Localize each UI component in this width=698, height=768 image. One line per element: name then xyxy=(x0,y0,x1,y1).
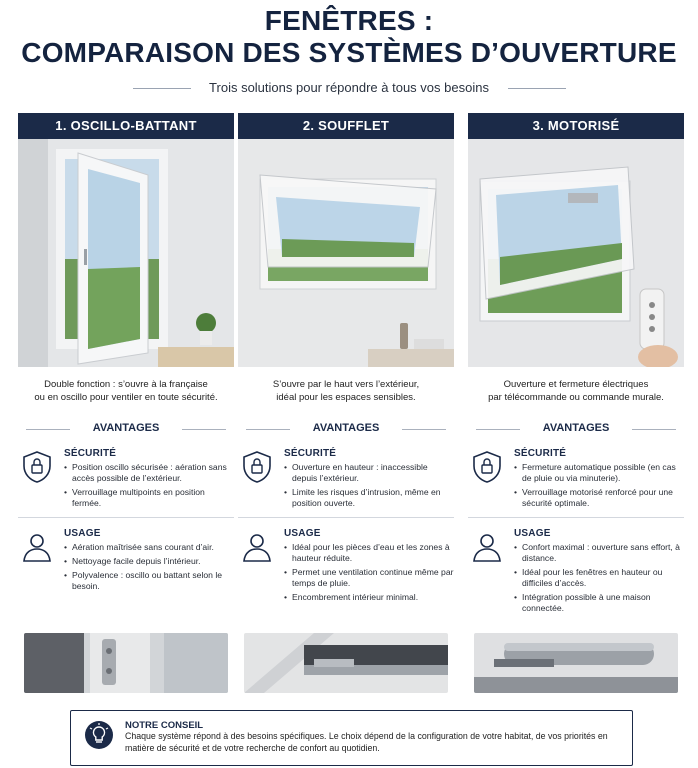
avantages-label: AVANTAGES xyxy=(312,422,380,434)
user-icon xyxy=(470,530,504,564)
advice-box xyxy=(70,710,633,766)
security-section xyxy=(238,448,454,509)
security-item: • Ouverture en hauteur : inaccessible depuis l’extérieur. xyxy=(284,462,454,484)
avantages-label: AVANTAGES xyxy=(92,422,160,434)
usage-title: USAGE xyxy=(284,528,321,539)
shield-lock-icon xyxy=(240,450,274,484)
security-title: SÉCURITÉ xyxy=(514,448,567,459)
detail-photo-motor xyxy=(474,633,678,693)
column-title: 2. SOUFFLET xyxy=(238,113,454,139)
desc-line: S’ouvre par le haut vers l’extérieur, xyxy=(272,379,420,390)
usage-item: • Encombrement intérieur minimal. xyxy=(284,592,454,603)
avantages-heading xyxy=(238,422,454,442)
user-icon xyxy=(240,530,274,564)
rule xyxy=(26,429,70,430)
security-section xyxy=(468,448,684,509)
usage-section xyxy=(468,528,684,614)
divider xyxy=(18,517,234,518)
photo-oscillo-battant xyxy=(18,139,234,367)
usage-item: • Permet une ventilation continue même par temps de pluie. xyxy=(284,567,454,589)
photo-motorise xyxy=(468,139,684,367)
page-title-line1: FENÊTRES : xyxy=(264,5,434,36)
column-description xyxy=(18,367,234,422)
rule xyxy=(182,429,226,430)
desc-line: Double fonction : s’ouvre à la française xyxy=(44,379,208,390)
security-title: SÉCURITÉ xyxy=(284,448,337,459)
usage-item: • Confort maximal : ouverture sans effort, à distance. xyxy=(514,542,684,564)
avantages-heading xyxy=(468,422,684,442)
divider xyxy=(468,517,684,518)
usage-section xyxy=(18,528,234,592)
usage-item: • Idéal pour les fenêtres en hauteur ou difficiles d’accès. xyxy=(514,567,684,589)
usage-item: • Nettoyage facile depuis l’intérieur. xyxy=(64,556,234,567)
divider xyxy=(238,517,454,518)
security-item: • Fermeture automatique possible (en cas de pluie ou via minuterie). xyxy=(514,462,684,484)
rule xyxy=(402,429,446,430)
page-subtitle: Trois solutions pour répondre à tous vos besoins xyxy=(209,80,489,95)
shield-lock-icon xyxy=(20,450,54,484)
advice-text: Chaque système répond à des besoins spécifiques. Le choix dépend de la configuration de votre habitat, de vos priorités en matière de sécurité et de votre recherche de confort au quotidien. xyxy=(125,731,608,753)
column-title: 1. OSCILLO-BATTANT xyxy=(18,113,234,139)
avantages-heading xyxy=(18,422,234,442)
desc-line: idéal pour les espaces sensibles. xyxy=(276,392,416,403)
column-description xyxy=(238,367,454,422)
photo-soufflet xyxy=(238,139,454,367)
rule xyxy=(246,429,290,430)
detail-photo-hardware xyxy=(24,633,228,693)
column-soufflet xyxy=(238,113,454,694)
usage-item: • Polyvalence : oscillo ou battant selon le besoin. xyxy=(64,570,234,592)
subtitle-rule-right xyxy=(508,88,566,89)
security-item: • Limite les risques d’intrusion, même en position ouverte. xyxy=(284,487,454,509)
security-item: • Verrouillage motorisé renforcé pour une sécurité optimale. xyxy=(514,487,684,509)
usage-section xyxy=(238,528,454,603)
usage-title: USAGE xyxy=(64,528,101,539)
column-oscillo-battant xyxy=(18,113,234,694)
desc-line: ou en oscillo pour ventiler en toute sécurité. xyxy=(34,392,218,403)
security-section xyxy=(18,448,234,509)
desc-line: par télécommande ou commande murale. xyxy=(488,392,664,403)
usage-title: USAGE xyxy=(514,528,551,539)
column-motorise xyxy=(468,113,684,694)
usage-item: • Intégration possible à une maison connectée. xyxy=(514,592,684,614)
page-title-line2: COMPARAISON DES SYSTÈMES D’OUVERTURE xyxy=(21,37,677,68)
security-item: • Position oscillo sécurisée : aération sans accès possible de l’extérieur. xyxy=(64,462,234,484)
usage-item: • Idéal pour les pièces d’eau et les zones à hauteur réduite. xyxy=(284,542,454,564)
lightbulb-icon xyxy=(85,721,113,749)
user-icon xyxy=(20,530,54,564)
security-item: • Verrouillage multipoints en position fermée. xyxy=(64,487,234,509)
usage-item: • Aération maîtrisée sans courant d’air. xyxy=(64,542,234,553)
shield-lock-icon xyxy=(470,450,504,484)
rule xyxy=(632,429,676,430)
detail-photo-hinge xyxy=(244,633,448,693)
rule xyxy=(476,429,520,430)
advice-title: NOTRE CONSEIL xyxy=(125,720,204,731)
avantages-label: AVANTAGES xyxy=(542,422,610,434)
column-title: 3. MOTORISÉ xyxy=(468,113,684,139)
desc-line: Ouverture et fermeture électriques xyxy=(503,379,649,390)
security-title: SÉCURITÉ xyxy=(64,448,117,459)
column-description xyxy=(468,367,684,422)
